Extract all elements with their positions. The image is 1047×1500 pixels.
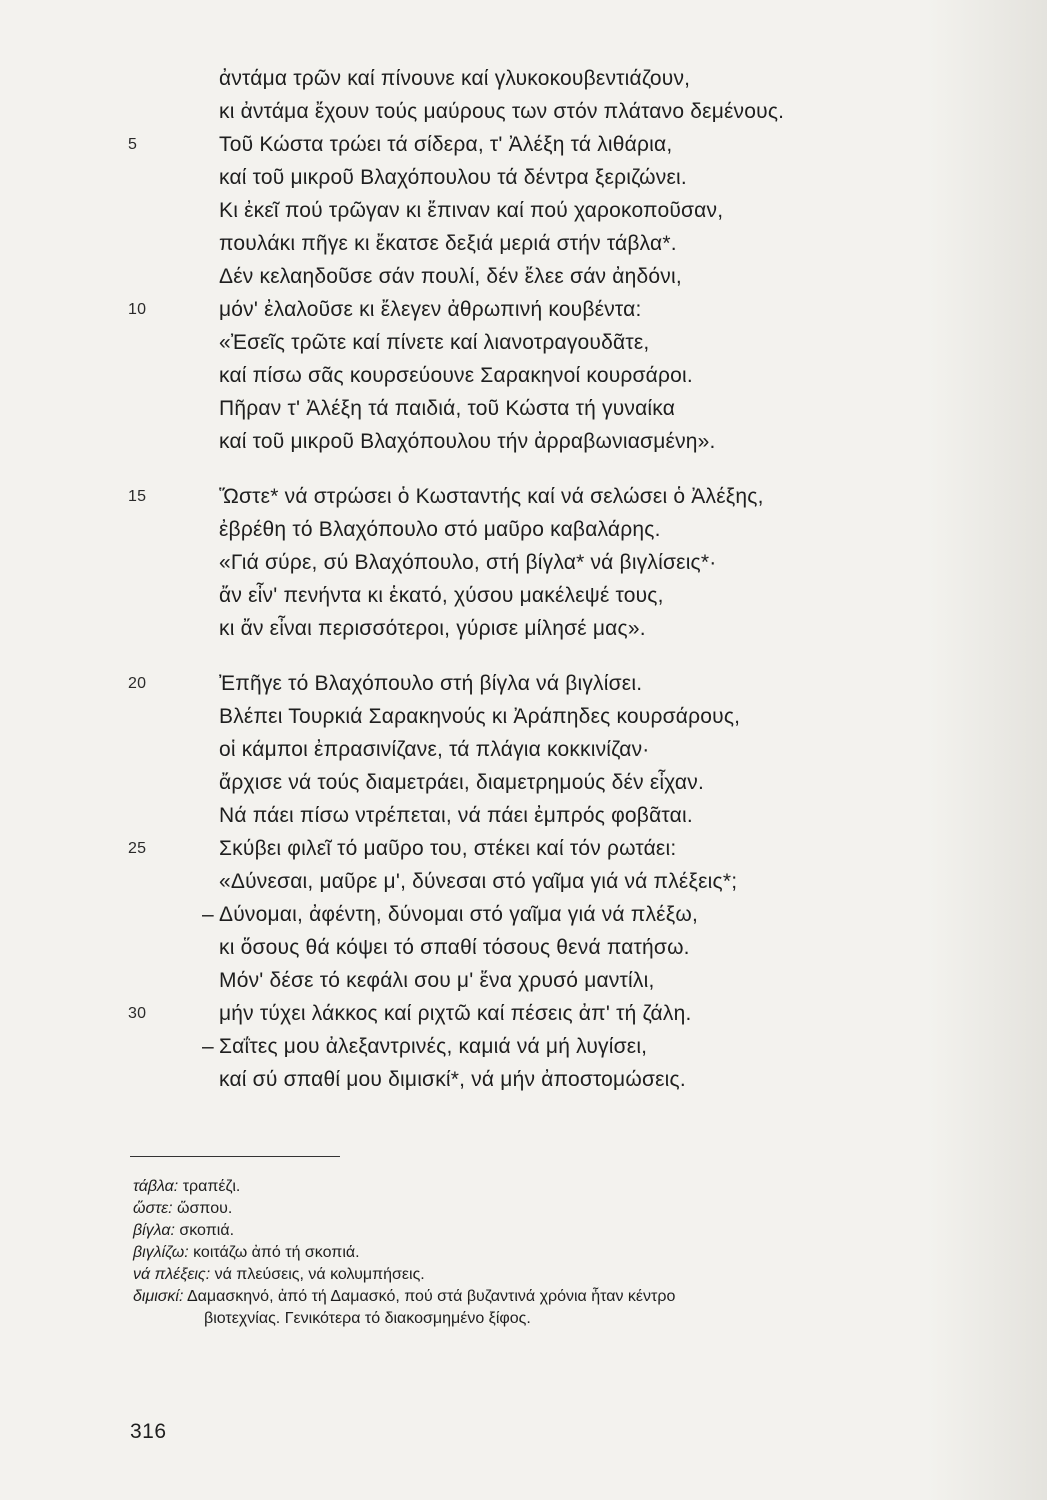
verse-line: [0, 733, 1047, 766]
verse-text: καί πίσω σᾶς κουρσεύουνε Σαρακηνοί κουρσάροι.: [219, 364, 693, 387]
verse-line: [0, 359, 1047, 392]
verse-text: Μόν' δέσε τό κεφάλι σου μ' ἕνα χρυσό μαντίλι,: [219, 969, 655, 992]
verse-line: [0, 865, 1047, 898]
verse-line: [0, 667, 1047, 700]
footnote-definition: νά πλεύσεις, νά κολυμπήσεις.: [214, 1266, 425, 1283]
footnote-term: βιγλίζω:: [133, 1244, 189, 1261]
verse-line: [0, 997, 1047, 1030]
footnote-definition: ὥσπου.: [177, 1200, 233, 1217]
verse-text: Ὥστε* νά στρώσει ὁ Κωσταντής καί νά σελώσει ὁ Ἀλέξης,: [219, 485, 764, 508]
verse-text: Δέν κελαηδοῦσε σάν πουλί, δέν ἔλεε σάν ἀηδόνι,: [219, 265, 682, 288]
verse-line: [0, 95, 1047, 128]
verse-text: ἄν εἶν' πενήντα κι ἑκατό, χύσου μακέλεψέ τους,: [219, 584, 664, 607]
verse-line: [0, 62, 1047, 95]
verse-line: [0, 425, 1047, 458]
verse-line: [0, 227, 1047, 260]
verse-text: Πῆραν τ' Ἀλέξη τά παιδιά, τοῦ Κώστα τή γυναίκα: [219, 397, 676, 420]
verse-text: ἀντάμα τρῶν καί πίνουνε καί γλυκοκουβεντιάζουν,: [219, 67, 691, 90]
dialogue-dash: –: [202, 1035, 214, 1058]
footnote-rule: [130, 1156, 340, 1157]
footnote-term: διμισκί:: [133, 1288, 184, 1305]
footnote: [133, 1176, 1013, 1198]
verse-line: [0, 128, 1047, 161]
footnote-term: ὥστε:: [133, 1200, 173, 1217]
footnote-definition: Δαμασκηνό, ἀπό τή Δαμασκό, πού στά βυζαντινά χρόνια ἦταν κέντρο: [186, 1288, 676, 1305]
verse-text: Βλέπει Τουρκιά Σαρακηνούς κι Ἀράπηδες κουρσάρους,: [219, 705, 741, 728]
verse-text: πουλάκι πῆγε κι ἔκατσε δεξιά μεριά στήν τάβλα*.: [219, 232, 677, 255]
verse-line: [0, 766, 1047, 799]
footnote-term: τάβλα:: [133, 1178, 179, 1195]
line-number: 20: [128, 675, 147, 692]
page-number: 316: [130, 1420, 167, 1443]
verse-text: ἐβρέθη τό Βλαχόπουλο στό μαῦρο καβαλάρης.: [219, 518, 661, 541]
verse-text: «Ἐσεῖς τρῶτε καί πίνετε καί λιανοτραγουδᾶτε,: [219, 331, 650, 354]
footnote: [133, 1264, 1013, 1286]
verse-text: καί τοῦ μικροῦ Βλαχόπουλου τά δέντρα ξεριζώνει.: [219, 166, 687, 189]
verse-text: κι ἄν εἶναι περισσότεροι, γύρισε μίλησέ μας».: [219, 617, 646, 640]
verse-line: [0, 546, 1047, 579]
verse-line: [0, 260, 1047, 293]
dialogue-dash: –: [202, 903, 214, 926]
verse-line: [0, 326, 1047, 359]
verse-text: Νά πάει πίσω ντρέπεται, νά πάει ἐμπρός φοβᾶται.: [219, 804, 693, 827]
verse-text: καί σύ σπαθί μου διμισκί*, νά μήν ἀποστομώσεις.: [219, 1068, 686, 1091]
poem-text: [0, 62, 1047, 1096]
verse-line: [0, 293, 1047, 326]
footnote: [133, 1286, 1013, 1308]
verse-text: Δύνομαι, ἀφέντη, δύνομαι στό γαῖμα γιά νά πλέξω,: [219, 903, 698, 926]
stanza-gap: [0, 458, 1047, 480]
footnote-definition: σκοπιά.: [179, 1222, 235, 1239]
verse-text: κι ὅσους θά κόψει τό σπαθί τόσους θενά πατήσω.: [219, 936, 690, 959]
verse-text: ἄρχισε νά τούς διαμετράει, διαμετρημούς δέν εἶχαν.: [219, 771, 705, 794]
verse-text: Κι ἐκεῖ πού τρῶγαν κι ἔπιναν καί πού χαροκοποῦσαν,: [219, 199, 724, 222]
verse-line: [0, 898, 1047, 931]
footnote: [133, 1242, 1013, 1264]
verse-text: Σκύβει φιλεῖ τό μαῦρο του, στέκει καί τόν ρωτάει:: [219, 837, 677, 860]
verse-text: Ἐπῆγε τό Βλαχόπουλο στή βίγλα νά βιγλίσει.: [219, 672, 643, 695]
verse-line: [0, 1030, 1047, 1063]
footnotes: [133, 1176, 1013, 1330]
line-number: 15: [128, 488, 147, 505]
footnote-term: νά πλέξεις:: [133, 1266, 211, 1283]
verse-line: [0, 1063, 1047, 1096]
verse-text: Τοῦ Κώστα τρώει τά σίδερα, τ' Ἀλέξη τά λιθάρια,: [219, 133, 673, 156]
verse-text: καί τοῦ μικροῦ Βλαχόπουλου τήν ἀρραβωνιασμένη».: [219, 430, 716, 453]
verse-line: [0, 612, 1047, 645]
footnote-continuation: βιοτεχνίας. Γενικότερα τό διακοσμημένο ξίφος.: [204, 1310, 531, 1327]
verse-line: [0, 931, 1047, 964]
footnote-definition: τραπέζι.: [182, 1178, 241, 1195]
verse-line: [0, 392, 1047, 425]
verse-text: Σαΐτες μου ἀλεξαντρινές, καμιά νά μή λυγίσει,: [219, 1035, 648, 1058]
verse-text: μήν τύχει λάκκος καί ριχτῶ καί πέσεις ἀπ' τή ζάλη.: [219, 1002, 692, 1025]
verse-line: [0, 964, 1047, 997]
line-number: 30: [128, 1005, 147, 1022]
verse-line: [0, 700, 1047, 733]
verse-text: μόν' ἐλαλοῦσε κι ἔλεγεν ἀθρωπινή κουβέντα:: [219, 298, 642, 321]
verse-text: κι ἀντάμα ἔχουν τούς μαύρους των στόν πλάτανο δεμένους.: [219, 100, 785, 123]
verse-text: «Γιά σύρε, σύ Βλαχόπουλο, στή βίγλα* νά βιγλίσεις*·: [219, 551, 717, 574]
footnote-definition: κοιτάζω ἀπό τή σκοπιά.: [193, 1244, 360, 1261]
stanza-gap: [0, 645, 1047, 667]
verse-line: [0, 480, 1047, 513]
footnote-term: βίγλα:: [133, 1222, 175, 1239]
verse-line: [0, 832, 1047, 865]
footnote: [133, 1220, 1013, 1242]
verse-line: [0, 161, 1047, 194]
line-number: 10: [128, 301, 147, 318]
line-number: 25: [128, 840, 147, 857]
verse-line: [0, 799, 1047, 832]
verse-line: [0, 513, 1047, 546]
verse-text: οἱ κάμποι ἐπρασινίζανε, τά πλάγια κοκκινίζαν·: [219, 738, 650, 761]
verse-line: [0, 194, 1047, 227]
verse-line: [0, 579, 1047, 612]
line-number: 5: [128, 136, 138, 153]
verse-text: «Δύνεσαι, μαῦρε μ', δύνεσαι στό γαῖμα γιά νά πλέξεις*;: [219, 870, 738, 893]
footnote: [133, 1198, 1013, 1220]
